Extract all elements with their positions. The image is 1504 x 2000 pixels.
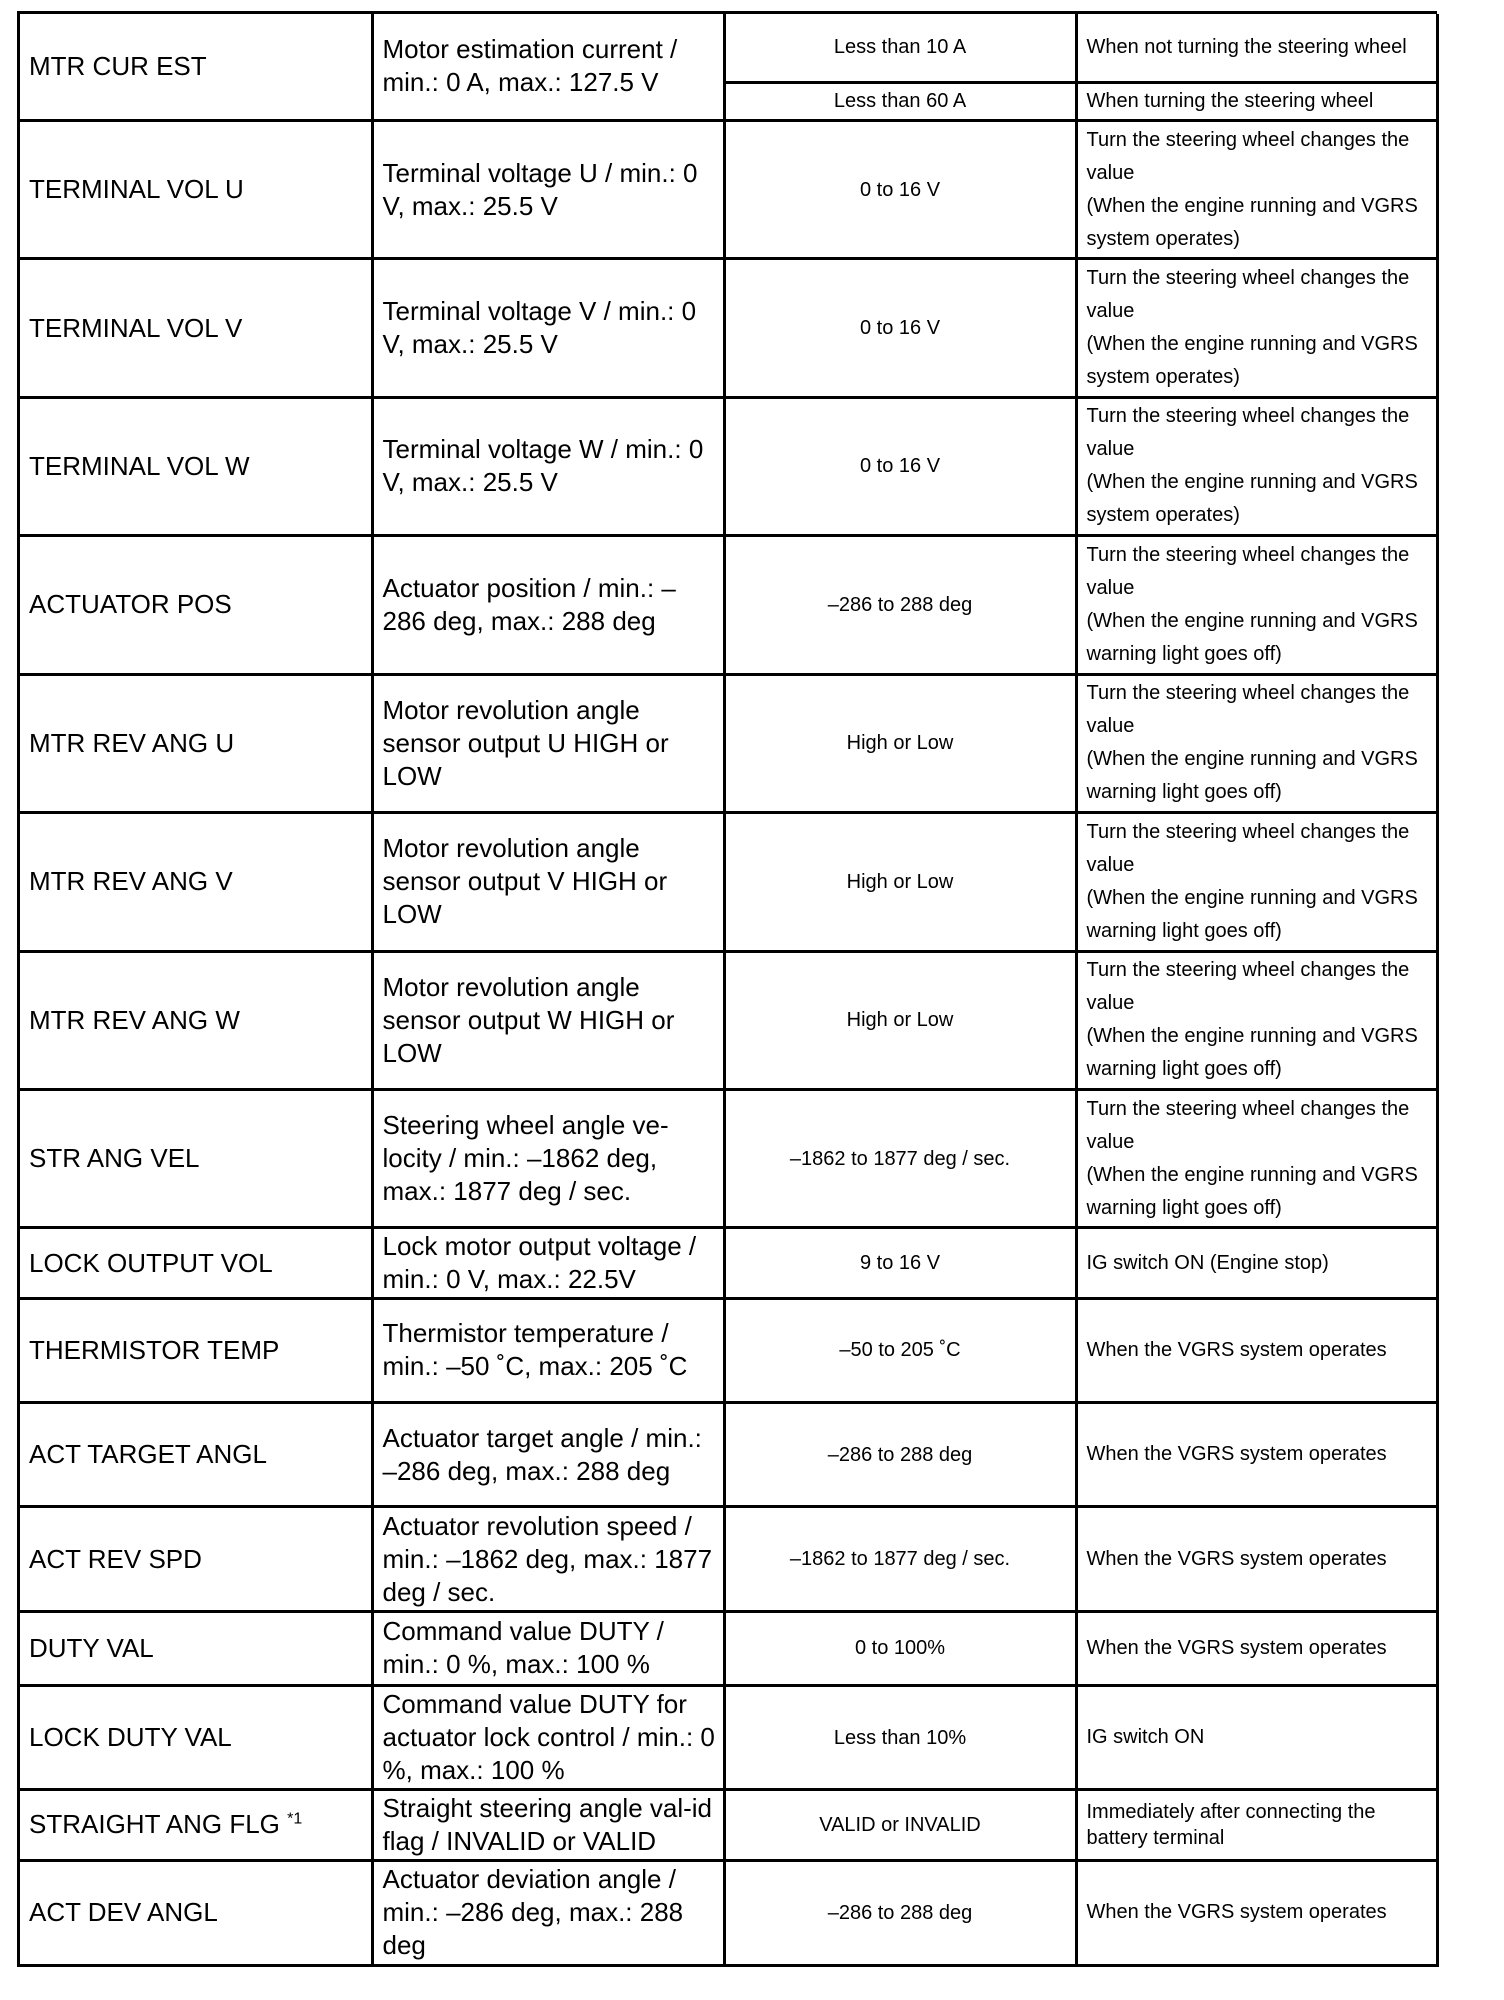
table-row xyxy=(20,1298,1437,1402)
data-list-table-frame xyxy=(17,11,1437,1967)
item-cell: MTR REV ANG W xyxy=(20,951,372,1089)
description-cell: Actuator position / min.: –286 deg, max.: 288 deg xyxy=(372,536,724,674)
condition-note: (When the engine running and VGRS system operates) xyxy=(1086,333,1418,389)
normal-range-cell: –1862 to 1877 deg / sec. xyxy=(724,1090,1076,1228)
description-cell: Terminal voltage V / min.: 0 V, max.: 25.5 V xyxy=(372,259,724,397)
condition-cell: When turning the steering wheel xyxy=(1076,82,1437,120)
normal-range-cell: Less than 60 A xyxy=(724,82,1076,120)
item-cell: MTR REV ANG V xyxy=(20,813,372,951)
data-list-table xyxy=(20,14,1439,1967)
condition-cell xyxy=(1076,536,1437,674)
condition-cell xyxy=(1076,813,1437,951)
item-cell: ACT REV SPD xyxy=(20,1507,372,1611)
normal-range-cell: Less than 10 A xyxy=(724,14,1076,82)
item-cell: LOCK DUTY VAL xyxy=(20,1685,372,1789)
condition-text: Turn the steering wheel changes the value xyxy=(1086,267,1410,323)
normal-range-cell: –286 to 288 deg xyxy=(724,1860,1076,1965)
description-cell: Steering wheel angle ve-locity / min.: –1862 deg, max.: 1877 deg / sec. xyxy=(372,1090,724,1228)
condition-cell xyxy=(1076,259,1437,397)
condition-note: (When the engine running and VGRS system operates) xyxy=(1086,194,1418,250)
condition-cell: Immediately after connecting the battery terminal xyxy=(1076,1790,1437,1860)
condition-cell: When the VGRS system operates xyxy=(1076,1507,1437,1611)
table-row xyxy=(20,813,1437,951)
table-row xyxy=(20,1228,1437,1298)
item-cell: LOCK OUTPUT VOL xyxy=(20,1228,372,1298)
description-cell: Command value DUTY / min.: 0 %, max.: 100 % xyxy=(372,1611,724,1685)
normal-range-cell: –286 to 288 deg xyxy=(724,1403,1076,1507)
table-row xyxy=(20,1860,1437,1965)
normal-range-cell: High or Low xyxy=(724,813,1076,951)
condition-note: (When the engine running and VGRS system operates) xyxy=(1086,471,1418,527)
condition-cell: When the VGRS system operates xyxy=(1076,1611,1437,1685)
condition-cell: When the VGRS system operates xyxy=(1076,1403,1437,1507)
condition-note: (When the engine running and VGRS warning light goes off) xyxy=(1086,748,1418,804)
item-cell: ACT TARGET ANGL xyxy=(20,1403,372,1507)
table-row xyxy=(20,1790,1437,1860)
description-cell: Actuator revolution speed / min.: –1862 deg, max.: 1877 deg / sec. xyxy=(372,1507,724,1611)
condition-text: Turn the steering wheel changes the value xyxy=(1086,1097,1410,1153)
condition-cell: IG switch ON xyxy=(1076,1685,1437,1789)
normal-range-cell: 0 to 16 V xyxy=(724,120,1076,258)
table-row xyxy=(20,674,1437,812)
table-row xyxy=(20,1403,1437,1507)
condition-cell xyxy=(1076,674,1437,812)
table-row xyxy=(20,14,1437,82)
condition-text: Turn the steering wheel changes the value xyxy=(1086,543,1410,599)
condition-cell: When not turning the steering wheel xyxy=(1076,14,1437,82)
description-cell: Thermistor temperature / min.: –50 ˚C, max.: 205 ˚C xyxy=(372,1298,724,1402)
table-row xyxy=(20,536,1437,674)
condition-text: Turn the steering wheel changes the value xyxy=(1086,128,1410,184)
item-cell xyxy=(20,1790,372,1860)
item-cell: TERMINAL VOL U xyxy=(20,120,372,258)
footnote-marker: *1 xyxy=(287,1810,303,1828)
item-cell: ACT DEV ANGL xyxy=(20,1860,372,1965)
normal-range-cell: 0 to 16 V xyxy=(724,397,1076,535)
item-cell: MTR REV ANG U xyxy=(20,674,372,812)
table-row xyxy=(20,1507,1437,1611)
table-row xyxy=(20,1611,1437,1685)
normal-range-cell: –50 to 205 ˚C xyxy=(724,1298,1076,1402)
condition-cell xyxy=(1076,397,1437,535)
normal-range-cell: 0 to 100% xyxy=(724,1611,1076,1685)
condition-text: Turn the steering wheel changes the value xyxy=(1086,682,1410,738)
description-cell: Command value DUTY for actuator lock control / min.: 0 %, max.: 100 % xyxy=(372,1685,724,1789)
description-cell: Terminal voltage W / min.: 0 V, max.: 25.5 V xyxy=(372,397,724,535)
table-row xyxy=(20,951,1437,1089)
description-cell: Motor revolution angle sensor output V HIGH or LOW xyxy=(372,813,724,951)
condition-text: Turn the steering wheel changes the value xyxy=(1086,959,1410,1015)
condition-text: Turn the steering wheel changes the value xyxy=(1086,820,1410,876)
item-cell: ACTUATOR POS xyxy=(20,536,372,674)
condition-cell: When the VGRS system operates xyxy=(1076,1298,1437,1402)
normal-range-cell: 0 to 16 V xyxy=(724,259,1076,397)
condition-cell xyxy=(1076,1090,1437,1228)
normal-range-cell: Less than 10% xyxy=(724,1685,1076,1789)
condition-text: Turn the steering wheel changes the value xyxy=(1086,405,1410,461)
description-cell: Motor revolution angle sensor output W HIGH or LOW xyxy=(372,951,724,1089)
description-cell: Motor estimation current / min.: 0 A, max.: 127.5 V xyxy=(372,14,724,120)
normal-range-cell: High or Low xyxy=(724,674,1076,812)
table-row xyxy=(20,259,1437,397)
description-cell: Lock motor output voltage / min.: 0 V, max.: 22.5V xyxy=(372,1228,724,1298)
condition-note: (When the engine running and VGRS warning light goes off) xyxy=(1086,1163,1418,1219)
normal-range-cell: –286 to 288 deg xyxy=(724,536,1076,674)
description-cell: Motor revolution angle sensor output U HIGH or LOW xyxy=(372,674,724,812)
condition-cell: When the VGRS system operates xyxy=(1076,1860,1437,1965)
item-cell: TERMINAL VOL V xyxy=(20,259,372,397)
table-row xyxy=(20,397,1437,535)
item-cell: DUTY VAL xyxy=(20,1611,372,1685)
table-row xyxy=(20,1090,1437,1228)
description-cell: Actuator target angle / min.: –286 deg, max.: 288 deg xyxy=(372,1403,724,1507)
normal-range-cell: VALID or INVALID xyxy=(724,1790,1076,1860)
description-cell: Terminal voltage U / min.: 0 V, max.: 25.5 V xyxy=(372,120,724,258)
item-cell: STR ANG VEL xyxy=(20,1090,372,1228)
item-label: STRAIGHT ANG FLG xyxy=(29,1809,280,1840)
condition-cell: IG switch ON (Engine stop) xyxy=(1076,1228,1437,1298)
normal-range-cell: 9 to 16 V xyxy=(724,1228,1076,1298)
condition-note: (When the engine running and VGRS warning light goes off) xyxy=(1086,609,1418,665)
normal-range-cell: High or Low xyxy=(724,951,1076,1089)
item-cell: MTR CUR EST xyxy=(20,14,372,120)
table-row xyxy=(20,1685,1437,1789)
condition-note: (When the engine running and VGRS warning light goes off) xyxy=(1086,886,1418,942)
condition-note: (When the engine running and VGRS warning light goes off) xyxy=(1086,1025,1418,1081)
description-cell: Straight steering angle val-id flag / INVALID or VALID xyxy=(372,1790,724,1860)
item-cell: THERMISTOR TEMP xyxy=(20,1298,372,1402)
item-cell: TERMINAL VOL W xyxy=(20,397,372,535)
condition-cell xyxy=(1076,120,1437,258)
table-row xyxy=(20,120,1437,258)
condition-cell xyxy=(1076,951,1437,1089)
normal-range-cell: –1862 to 1877 deg / sec. xyxy=(724,1507,1076,1611)
description-cell: Actuator deviation angle / min.: –286 deg, max.: 288 deg xyxy=(372,1860,724,1965)
